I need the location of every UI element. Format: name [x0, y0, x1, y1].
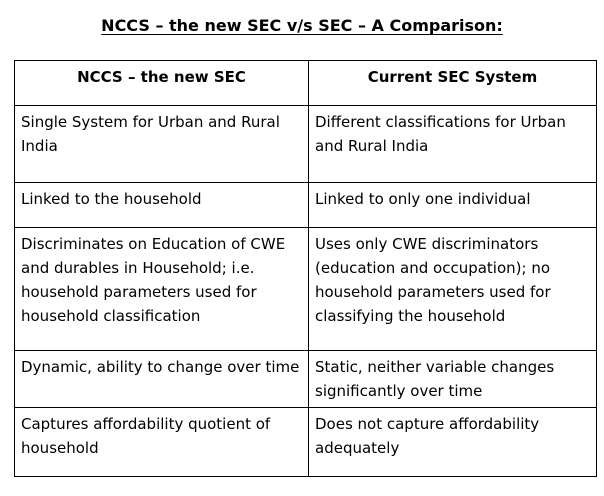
- nccs-cell: Single System for Urban and Rural India: [15, 106, 309, 183]
- current-sec-cell: Static, neither variable changes significantly over time: [309, 351, 597, 408]
- table-row: [15, 408, 597, 477]
- page-title: NCCS – the new SEC v/s SEC – A Comparison:: [101, 16, 503, 35]
- current-sec-cell: Different classifications for Urban and Rural India: [309, 106, 597, 183]
- column-header-nccs: NCCS – the new SEC: [15, 61, 309, 106]
- table-header-row: [15, 61, 597, 106]
- table-row: [15, 351, 597, 408]
- table-row: [15, 183, 597, 228]
- table-row: [15, 106, 597, 183]
- nccs-cell: Captures affordability quotient of household: [15, 408, 309, 477]
- current-sec-cell: Linked to only one individual: [309, 183, 597, 228]
- nccs-cell: Discriminates on Education of CWE and durables in Household; i.e. household parameters used for household classification: [15, 228, 309, 351]
- nccs-cell: Linked to the household: [15, 183, 309, 228]
- nccs-cell: Dynamic, ability to change over time: [15, 351, 309, 408]
- current-sec-cell: Uses only CWE discriminators (education and occupation); no household parameters used for classifying the household: [309, 228, 597, 351]
- column-header-current-sec: Current SEC System: [309, 61, 597, 106]
- table-row: [15, 228, 597, 351]
- current-sec-cell: Does not capture affordability adequately: [309, 408, 597, 477]
- comparison-table: [14, 60, 597, 477]
